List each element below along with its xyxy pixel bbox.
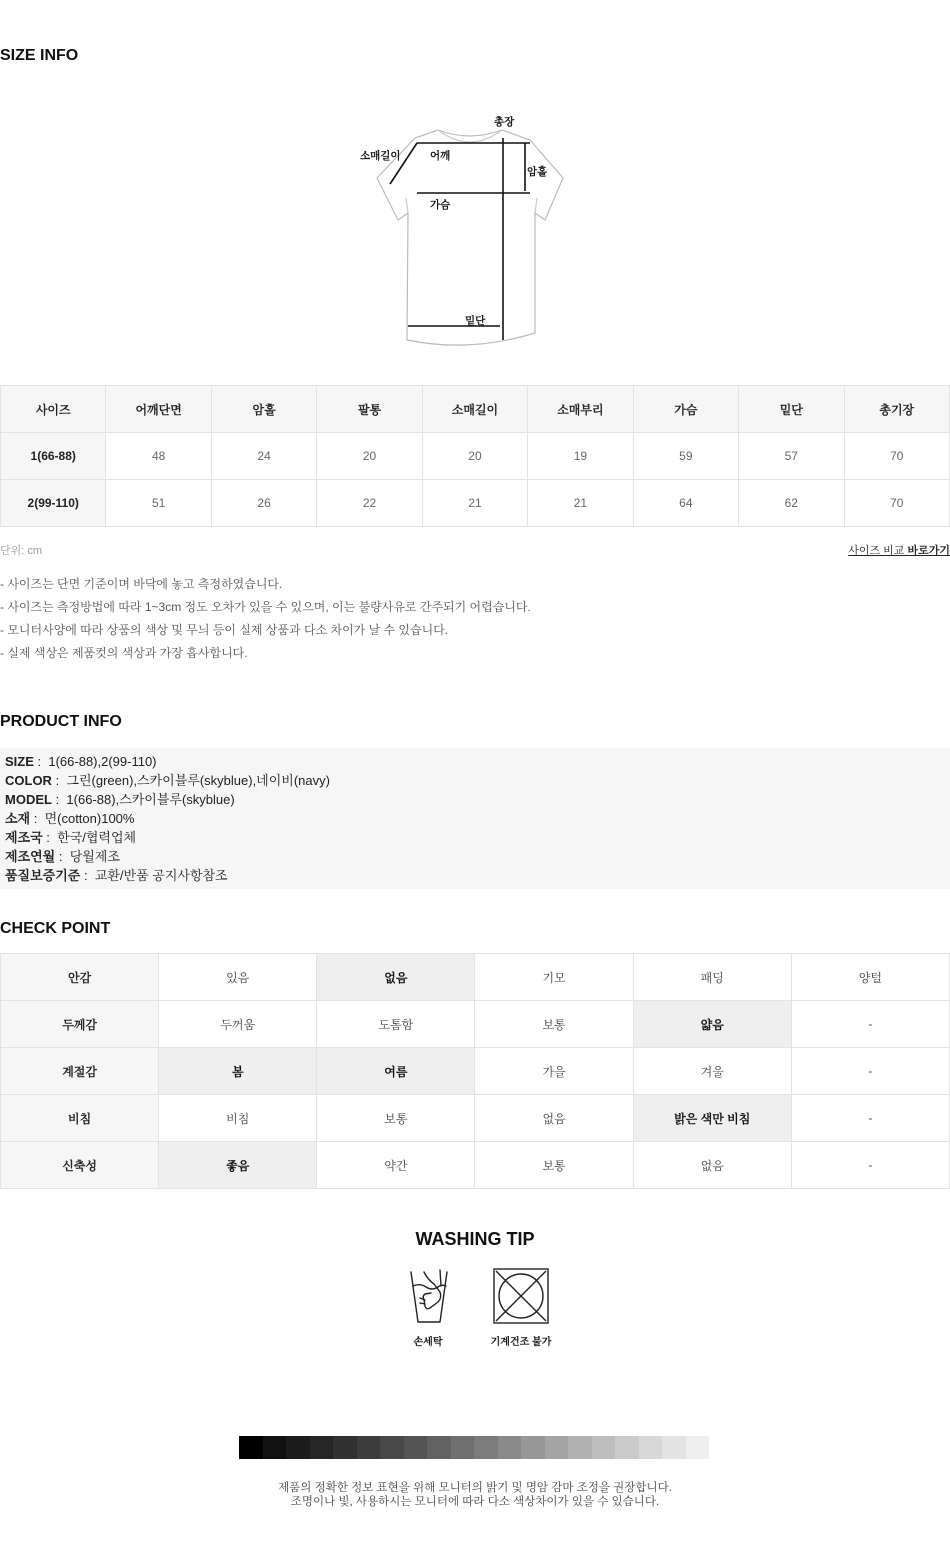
check-point-option-selected: 없음 <box>317 954 475 1001</box>
product-info-value: 그린(green),스카이블루(skyblue),네이비(navy) <box>66 773 330 788</box>
size-header-cell: 소매길이 <box>422 386 527 433</box>
size-compare-shortcut: 바로가기 <box>907 545 950 557</box>
check-point-option: - <box>791 1001 949 1048</box>
check-point-title: CHECK POINT <box>0 920 111 937</box>
check-point-option: 없음 <box>475 1095 633 1142</box>
size-header-cell: 밑단 <box>739 386 844 433</box>
table-row <box>1 954 950 1001</box>
size-value-cell: 24 <box>211 433 316 480</box>
check-point-label: 계절감 <box>1 1048 159 1095</box>
list-item: - 사이즈는 단면 기준이며 바닥에 놓고 측정하였습니다. <box>0 577 283 591</box>
size-notes-list <box>0 573 531 665</box>
check-point-option: - <box>791 1142 949 1189</box>
grayscale-swatch <box>380 1436 404 1459</box>
product-info-box <box>0 748 950 889</box>
disclaimer-line: 조명이나 빛, 사용하시는 모니터에 따라 다소 색상차이가 있을 수 있습니다. <box>290 1496 660 1508</box>
product-info-label: 제조국 <box>5 830 43 845</box>
product-info-row: 품질보증기준 : 교환/반품 공지사항참조 <box>5 868 228 883</box>
diagram-label-hem: 밑단 <box>465 315 486 327</box>
grayscale-swatch <box>357 1436 381 1459</box>
check-point-table <box>0 953 950 1189</box>
product-info-value: 한국/협력업체 <box>57 830 137 845</box>
size-label-cell: 1(66-88) <box>1 433 106 480</box>
size-unit-label: 단위: cm <box>0 545 43 557</box>
grayscale-swatch <box>521 1436 545 1459</box>
check-point-option-selected: 밝은 색만 비침 <box>633 1095 791 1142</box>
size-value-cell: 70 <box>844 480 950 527</box>
product-info-label: COLOR <box>5 773 52 788</box>
grayscale-swatch <box>239 1436 263 1459</box>
size-value-cell: 64 <box>633 480 738 527</box>
check-point-label: 비침 <box>1 1095 159 1142</box>
grayscale-swatch <box>662 1436 686 1459</box>
diagram-label-shoulder: 어깨 <box>430 150 451 162</box>
monitor-disclaimer <box>0 1481 950 1509</box>
check-point-option: 보통 <box>475 1001 633 1048</box>
list-item: - 모니터사양에 따라 상품의 색상 및 무늬 등이 실제 상품과 다소 차이가 날 수 있습니다. <box>0 623 449 637</box>
size-value-cell: 59 <box>633 433 738 480</box>
grayscale-swatch <box>639 1436 663 1459</box>
size-value-cell: 51 <box>106 480 211 527</box>
product-info-value: 교환/반품 공지사항참조 <box>94 868 228 883</box>
size-label-cell: 2(99-110) <box>1 480 106 527</box>
size-value-cell: 57 <box>739 433 844 480</box>
grayscale-swatch <box>427 1436 451 1459</box>
check-point-option: 없음 <box>633 1142 791 1189</box>
size-value-cell: 20 <box>317 433 422 480</box>
grayscale-calibration-strip <box>239 1436 709 1459</box>
size-header-cell: 팔통 <box>317 386 422 433</box>
check-point-option: 양털 <box>791 954 949 1001</box>
check-point-option: 보통 <box>475 1142 633 1189</box>
check-point-option: 기모 <box>475 954 633 1001</box>
disclaimer-line: 제품의 정확한 정보 표현을 위해 모니터의 밝기 및 명암 감마 조정을 권장합니다. <box>278 1482 672 1494</box>
size-value-cell: 22 <box>317 480 422 527</box>
check-point-label: 안감 <box>1 954 159 1001</box>
product-info-value: 면(cotton)100% <box>44 811 135 826</box>
product-info-label: 품질보증기준 <box>5 868 81 883</box>
check-point-option: - <box>791 1048 949 1095</box>
check-point-option-selected: 여름 <box>317 1048 475 1095</box>
grayscale-swatch <box>568 1436 592 1459</box>
size-info-title: SIZE INFO <box>0 47 79 64</box>
diagram-label-total-length: 총장 <box>494 116 515 128</box>
no-tumble-dry-label: 기계건조 불가 <box>490 1337 552 1348</box>
product-info-row: 제조국 : 한국/협력업체 <box>5 830 137 845</box>
check-point-option: 겨울 <box>633 1048 791 1095</box>
size-header-cell: 사이즈 <box>1 386 106 433</box>
product-info-row: 제조연월 : 당월제조 <box>5 849 120 864</box>
grayscale-swatch <box>545 1436 569 1459</box>
grayscale-swatch <box>263 1436 287 1459</box>
grayscale-swatch <box>498 1436 522 1459</box>
grayscale-swatch <box>404 1436 428 1459</box>
table-row <box>1 1001 950 1048</box>
size-table-header-row <box>1 386 950 433</box>
check-point-option: - <box>791 1095 949 1142</box>
grayscale-swatch <box>310 1436 334 1459</box>
check-point-option: 도톰함 <box>317 1001 475 1048</box>
check-point-label: 두께감 <box>1 1001 159 1048</box>
size-value-cell: 21 <box>422 480 527 527</box>
product-info-row: 소재 : 면(cotton)100% <box>5 811 135 826</box>
list-item: - 실제 색상은 제품컷의 색상과 가장 흡사합니다. <box>0 646 248 660</box>
product-info-label: 제조연월 <box>5 849 56 864</box>
product-info-value: 1(66-88),스카이블루(skyblue) <box>66 792 235 807</box>
product-info-row: COLOR : 그린(green),스카이블루(skyblue),네이비(navy) <box>5 773 330 788</box>
size-compare-prefix: 사이즈 비교 <box>848 545 908 557</box>
diagram-label-chest: 가슴 <box>430 199 451 211</box>
table-row <box>1 480 950 527</box>
washing-tip-title: WASHING TIP <box>415 1229 535 1249</box>
product-info-label: MODEL <box>5 792 52 807</box>
grayscale-swatch <box>451 1436 475 1459</box>
check-point-option: 있음 <box>159 954 317 1001</box>
size-header-cell: 어깨단면 <box>106 386 211 433</box>
table-row <box>1 1048 950 1095</box>
no-tumble-dry-item <box>481 1266 561 1348</box>
size-compare-link[interactable] <box>848 542 950 558</box>
size-value-cell: 70 <box>844 433 950 480</box>
grayscale-swatch <box>592 1436 616 1459</box>
tshirt-size-diagram <box>340 108 600 358</box>
size-value-cell: 20 <box>422 433 527 480</box>
check-point-option: 비침 <box>159 1095 317 1142</box>
product-info-row: SIZE : 1(66-88),2(99-110) <box>5 754 157 769</box>
size-header-cell: 총기장 <box>844 386 950 433</box>
check-point-option-selected: 얇음 <box>633 1001 791 1048</box>
size-header-cell: 가슴 <box>633 386 738 433</box>
hand-wash-label: 손세탁 <box>413 1337 443 1348</box>
size-value-cell: 62 <box>739 480 844 527</box>
hand-wash-item <box>388 1266 468 1348</box>
product-info-label: 소재 <box>5 811 31 826</box>
diagram-label-sleeve-length: 소매길이 <box>360 150 401 162</box>
check-point-option: 약간 <box>317 1142 475 1189</box>
check-point-option-selected: 좋음 <box>159 1142 317 1189</box>
list-item: - 사이즈는 측정방법에 따라 1~3cm 정도 오차가 있을 수 있으며, 이는 불량사유로 간주되기 어렵습니다. <box>0 600 531 614</box>
size-header-cell: 소매부리 <box>528 386 633 433</box>
table-row <box>1 1142 950 1189</box>
size-value-cell: 19 <box>528 433 633 480</box>
check-point-option-selected: 봄 <box>159 1048 317 1095</box>
product-info-title: PRODUCT INFO <box>0 713 122 730</box>
grayscale-swatch <box>333 1436 357 1459</box>
table-row <box>1 1095 950 1142</box>
check-point-label: 신축성 <box>1 1142 159 1189</box>
product-info-value: 1(66-88),2(99-110) <box>48 754 157 769</box>
grayscale-swatch <box>474 1436 498 1459</box>
hand-wash-icon <box>398 1266 458 1326</box>
grayscale-swatch <box>686 1436 710 1459</box>
size-value-cell: 48 <box>106 433 211 480</box>
check-point-option: 가을 <box>475 1048 633 1095</box>
grayscale-swatch <box>286 1436 310 1459</box>
check-point-option: 두꺼움 <box>159 1001 317 1048</box>
size-table <box>0 385 950 527</box>
table-row <box>1 433 950 480</box>
product-info-label: SIZE <box>5 754 34 769</box>
size-value-cell: 21 <box>528 480 633 527</box>
check-point-option: 보통 <box>317 1095 475 1142</box>
no-tumble-dry-icon <box>491 1266 551 1326</box>
check-point-option: 패딩 <box>633 954 791 1001</box>
product-info-row: MODEL : 1(66-88),스카이블루(skyblue) <box>5 792 235 807</box>
product-info-value: 당월제조 <box>69 849 120 864</box>
diagram-label-armhole: 암홀 <box>527 166 548 178</box>
grayscale-swatch <box>615 1436 639 1459</box>
size-value-cell: 26 <box>211 480 316 527</box>
size-header-cell: 암홀 <box>211 386 316 433</box>
